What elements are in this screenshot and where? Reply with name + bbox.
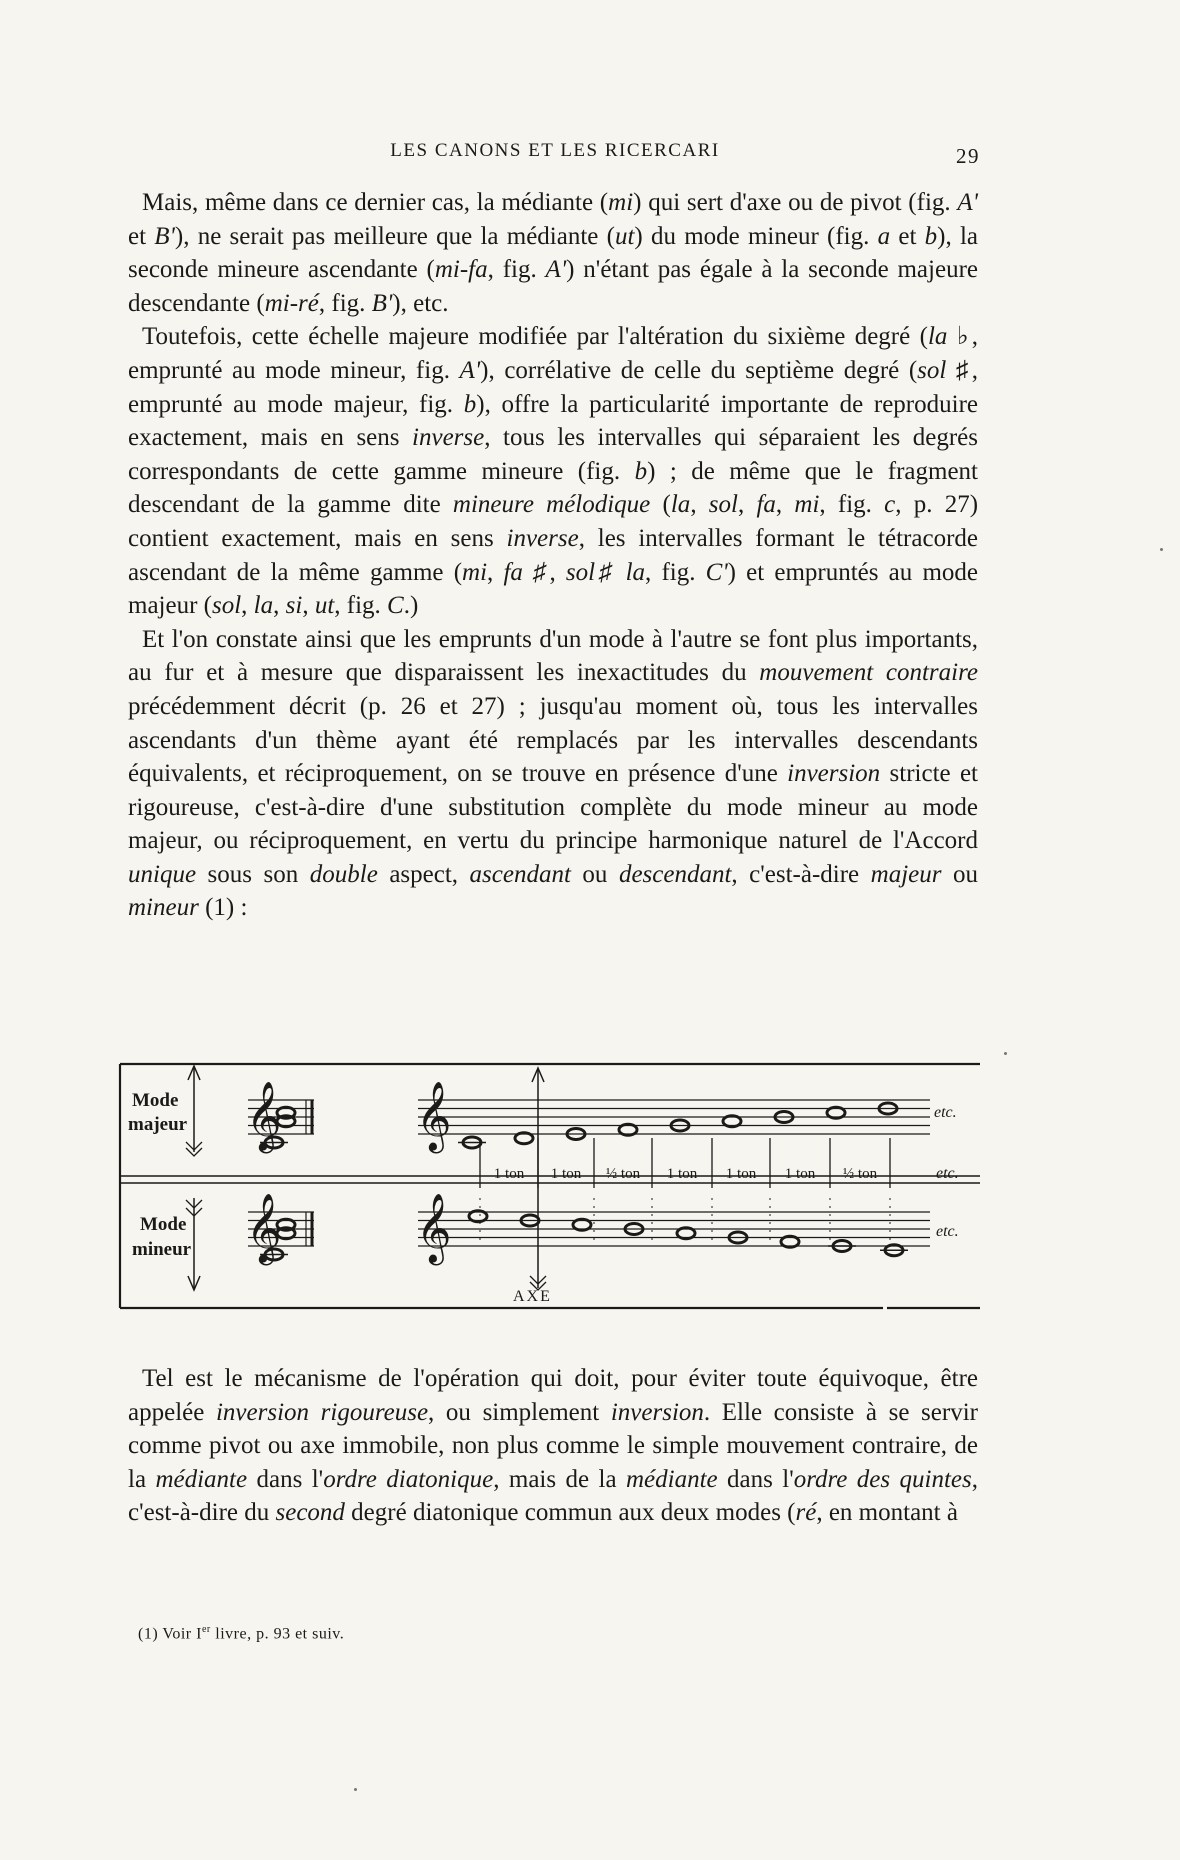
paragraph-3 (128, 623, 978, 925)
page-number: 29 (956, 144, 980, 168)
interval-label: 1 ton (725, 1166, 757, 1182)
italic-segment: mi (462, 558, 488, 586)
italic-segment: C' (705, 558, 728, 586)
text-segment: , p. 27) contient exactement, mais en sens (128, 491, 979, 552)
italic-segment: ordre des quintes (793, 1465, 972, 1493)
italic-segment: sol (917, 356, 947, 384)
footnote-text-1: Voir I (158, 1625, 202, 1643)
text-segment: ( (650, 491, 671, 519)
interval-label: 1 ton (666, 1166, 698, 1182)
text-segment: , (487, 558, 504, 586)
italic-segment: inversion (787, 760, 881, 788)
italic-segment: inverse (506, 524, 579, 552)
paragraph-2 (128, 320, 978, 622)
italic-segment: second (275, 1499, 345, 1527)
text-segment: stricte et rigoureuse, c'est-à-dire d'une substitution complète du mode mineur au mode majeur, ou réciproquement, en vertu du principe harmonique naturel de l'Accord (128, 760, 978, 855)
footnote-sup: er (201, 1624, 211, 1635)
text-segment: , ou simplement (428, 1398, 611, 1426)
italic-segment: b (634, 457, 648, 485)
italic-segment: B' (154, 222, 175, 250)
italic-segment: inverse (412, 424, 485, 452)
text-segment: ) et empruntés au mode majeur ( (128, 558, 978, 620)
etc-intervals: etc. (936, 1165, 959, 1182)
italic-segment: majeur (870, 860, 942, 888)
label-mode-mineur-1: Mode (140, 1214, 187, 1235)
text-segment: ), la seconde mineure ascendante ( (128, 222, 978, 284)
italic-segment: médiante (155, 1465, 248, 1493)
text-segment: précédemment décrit (p. 26 et 27) ; jusqu'au moment où, tous les intervalles ascendants d'un thème ayant été remplacés par les intervalles descendants équivalents, et réciproquement, on se trouve en présence d'une (128, 692, 978, 788)
text-segment: , (737, 491, 757, 519)
italic-segment: mi-fa (434, 256, 488, 284)
text-segment: , tous les intervalles qui séparaient les degrés correspondants de cette gamme mineure (fig. (128, 424, 978, 485)
interval-label: 1 ton (784, 1166, 816, 1182)
italic-segment: ordre diatonique (323, 1465, 494, 1493)
italic-segment: unique (128, 860, 197, 888)
text-segment: , en montant à (816, 1499, 958, 1527)
label-mode-majeur-1: Mode (132, 1090, 179, 1111)
text-segment: ), etc. (392, 289, 449, 317)
text-segment: , c'est-à-dire du (128, 1465, 979, 1527)
text-segment: ) qui sert d'axe ou de pivot (fig. (633, 189, 958, 216)
text-segment: dans l' (717, 1465, 794, 1493)
text-segment: ), ne serait pas meilleure que la médiante ( (174, 222, 615, 250)
text-segment: , (775, 491, 795, 519)
italic-segment: ascendant (469, 860, 571, 888)
interval-label: 1 ton (550, 1166, 582, 1182)
text-segment: ou (570, 860, 619, 888)
paper-speck (1004, 1052, 1007, 1055)
label-mode-majeur-2: majeur (128, 1114, 188, 1135)
italic-segment: descendant (618, 860, 732, 888)
interval-dividers (480, 1138, 890, 1246)
treble-clef-icon: 𝄞 (416, 1083, 452, 1149)
label-mode-mineur-2: mineur (132, 1239, 192, 1260)
text-segment: et (128, 222, 155, 250)
italic-segment: mi-ré (264, 289, 319, 317)
footnote-text-2: livre, p. 93 et suiv. (210, 1625, 345, 1643)
italic-segment: fa ♯ (503, 558, 550, 586)
main-text-block-2 (128, 1362, 978, 1530)
italic-segment: sol (708, 491, 738, 519)
italic-segment: inversion (610, 1398, 704, 1426)
text-segment: Tel est le mécanisme de l'opération qui doit, pour éviter toute équivoque, être appelée (128, 1365, 978, 1426)
etc-mineur: etc. (936, 1223, 959, 1240)
running-title: LES CANONS ET LES RICERCARI (390, 140, 720, 161)
italic-segment: b (924, 222, 938, 250)
running-header (130, 140, 980, 170)
text-segment: , fig. (334, 592, 388, 620)
text-segment: , fig. (819, 491, 885, 519)
italic-segment: mineur (128, 894, 199, 922)
interval-label: ½ ton (605, 1166, 641, 1182)
italic-segment: mouvement contraire (759, 659, 978, 687)
figure-svg (118, 1050, 980, 1320)
italic-segment: ut (614, 222, 635, 250)
footnote (138, 1624, 344, 1643)
interval-label: ½ ton (842, 1166, 878, 1182)
italic-segment: sol♯ la (565, 558, 646, 586)
text-segment: , les intervalles formant le tétracorde ascendant de la même gamme ( (128, 524, 978, 586)
text-segment: . Elle consiste à se servir comme pivot ou axe immobile, non plus comme le simple mouvement contraire, de la (128, 1398, 978, 1493)
italic-segment: sol (211, 592, 242, 620)
italic-segment: médiante (625, 1465, 718, 1493)
italic-segment: double (309, 860, 378, 888)
italic-segment: fa (756, 491, 776, 519)
text-segment: ♭, emprunté au mode mineur, fig. (128, 323, 978, 384)
text-segment: degré diatonique commun aux deux modes ( (344, 1499, 796, 1527)
text-segment: sous son (196, 860, 310, 888)
text-segment: ) n'étant pas égale à la seconde majeure descendante ( (128, 256, 978, 317)
text-segment: ) du mode mineur (fig. (634, 222, 878, 250)
italic-segment: si (285, 592, 303, 620)
text-segment: ou (941, 860, 979, 888)
text-segment: , fig. (645, 558, 706, 586)
italic-segment: la (670, 491, 691, 519)
text-segment: , (273, 592, 286, 620)
text-segment: .) (403, 592, 419, 620)
footnote-marker: (1) (138, 1625, 159, 1643)
italic-segment: mi (794, 491, 820, 519)
whole-note (828, 1241, 856, 1252)
whole-note (458, 1137, 486, 1148)
text-segment: , c'est-à-dire (731, 860, 871, 888)
text-segment: , mais de la (493, 1465, 626, 1493)
treble-clef-icon: 𝄞 (246, 1083, 282, 1149)
italic-segment: ut (314, 592, 335, 620)
italic-segment: la (927, 323, 948, 351)
text-segment: Et l'on constate ainsi que les emprunts d'un mode à l'autre se font plus importants, au fur et à mesure que disparaissent les inexactitudes du (128, 625, 978, 687)
italic-segment: B' (371, 289, 393, 317)
text-segment: ), corrélative de celle du septième degré ( (480, 356, 918, 384)
text-segment: dans l' (247, 1465, 324, 1493)
main-text-block (128, 186, 978, 925)
paper-speck (354, 1788, 357, 1791)
text-segment: , (549, 558, 566, 586)
italic-segment: c (884, 491, 896, 519)
staff-lines (248, 1100, 930, 1246)
axe-label: AXE (513, 1288, 552, 1305)
interval-labels (494, 1166, 878, 1182)
italic-segment: mi (608, 189, 634, 216)
text-segment: Mais, même dans ce dernier cas, la médiante ( (142, 189, 609, 216)
music-figure (118, 1050, 980, 1320)
interval-label: 1 ton (493, 1166, 525, 1182)
text-segment: , fig. (487, 256, 546, 284)
paragraph-1 (128, 186, 978, 320)
treble-clef-icon: 𝄞 (416, 1195, 452, 1261)
paper-speck (1160, 548, 1163, 551)
etc-majeur: etc. (934, 1104, 957, 1121)
text-segment: , (690, 491, 709, 519)
text-segment: ) ; de même que le fragment descendant de la gamme dite (128, 457, 978, 519)
italic-segment: A' (545, 256, 567, 284)
italic-segment: A' (957, 189, 978, 216)
text-segment: (1) : (198, 894, 248, 922)
text-segment: , (302, 592, 315, 620)
treble-clef-icon: 𝄞 (246, 1195, 282, 1261)
italic-segment: a (877, 222, 891, 250)
text-segment: , fig. (318, 289, 372, 317)
text-segment: aspect, (377, 860, 470, 888)
text-segment: et (890, 222, 925, 250)
paragraph-4 (128, 1362, 978, 1530)
italic-segment: la (253, 592, 274, 620)
text-segment: , (241, 592, 254, 620)
italic-segment: mineure mélodique (452, 491, 651, 519)
italic-segment: ré (795, 1499, 817, 1527)
italic-segment: b (463, 390, 477, 418)
italic-segment: inversion rigoureuse (215, 1398, 429, 1426)
italic-segment: C (387, 592, 404, 620)
text-segment: Toutefois, cette échelle majeure modifiée par l'altération du sixième degré ( (142, 323, 928, 351)
italic-segment: A' (459, 356, 481, 384)
text-segment: ), offre la particularité importante de reproduire exactement, mais en sens (128, 390, 978, 452)
text-segment: ♯, emprunté au mode majeur, fig. (128, 356, 979, 418)
